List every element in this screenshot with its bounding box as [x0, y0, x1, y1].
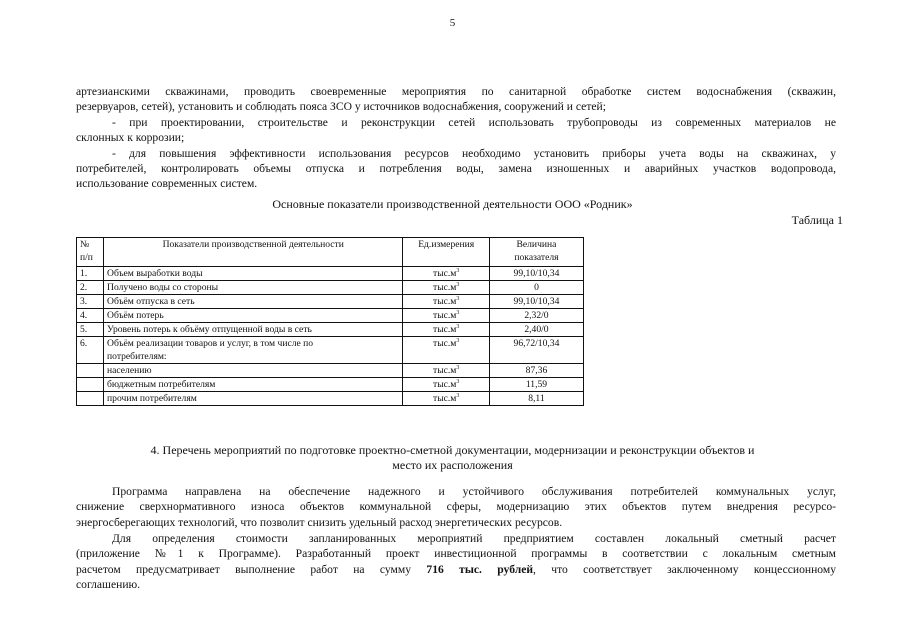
text-line: соглашению. — [76, 578, 141, 592]
page-number: 5 — [449, 17, 456, 29]
cost-paragraph — [76, 531, 836, 593]
text-line: (приложение №1 к Программе). Разработанный проект инвестиционной программы в соответствии с локальным сметным — [76, 547, 836, 561]
table-row: 3. Объём отпуска в сеть $тыс.м^3$ 99,10/10,34 — [77, 295, 584, 309]
section-heading: 4. Перечень мероприятий по подготовке проектно-сметной документации, модернизации и реконструкции объектов и место их расположения — [150, 443, 755, 472]
table-row: 1. Объем выработки воды $тыс.м^3$ 99,10/10,34 — [77, 267, 584, 281]
header-unit: Ед.измерения — [403, 238, 489, 267]
text-line: потребителей, контролировать объемы отпуска и потребления воды, замена изношенных и аварийных участков водопровода, — [76, 162, 836, 176]
program-paragraph — [76, 484, 836, 530]
text-line: склонных к коррозии; — [76, 131, 185, 145]
header-name: Показатели производственной деятельности — [104, 238, 403, 267]
table-row: 4. Объём потерь $тыс.м^3$ 2,32/0 — [77, 309, 584, 323]
text-line: - при проектировании, строительстве и реконструкции сетей использовать трубопроводы из современных материалов не — [112, 115, 836, 129]
table-row: 2. Получено воды со стороны $тыс.м^3$ 0 — [77, 281, 584, 295]
text-line: снижение сверхнормативного износа объектов коммунальной сферы, модернизацию этих объектов путем внедрения ресурсо- — [76, 500, 836, 514]
text-line: Программа направлена на обеспечение надежного и устойчивого обслуживания потребителей коммунальных услуг, — [112, 485, 836, 498]
intro-paragraph — [76, 84, 836, 192]
table-title: Основные показатели производственной деятельности ООО «Родник» — [272, 197, 633, 211]
text-line: расчетом предусматривает выполнение работ на сумму 716 тыс. рублей, что соответствует заключенному концессионному — [76, 562, 836, 576]
header-num: № п/п — [77, 238, 104, 267]
table-row: 5. Уровень потерь к объёму отпущенной воды в сеть $тыс.м^3$ 2,40/0 — [77, 323, 584, 337]
text-line: артезианскими скважинами, проводить своевременные мероприятия по санитарной обработке систем водоснабжения (скважин, — [76, 85, 836, 98]
table-row: 6. Объём реализации товаров и услуг, в том числе по потребителям: $тыс.м^3$ 96,72/10,34 — [77, 337, 584, 364]
table-row: бюджетным потребителям $тыс.м^3$ 11,59 — [77, 378, 584, 392]
text-line: резервуаров, сетей), установить и соблюдать пояса ЗСО у источников водоснабжения, сооружений и сетей; — [76, 100, 606, 114]
table-header-row — [77, 238, 584, 267]
table-label: Таблица 1 — [791, 213, 843, 227]
text-line: энергосберегающих технологий, что позволит снизить удельный расход энергетических ресурсов. — [76, 515, 563, 529]
text-line: Для определения стоимости запланированных мероприятий предприятием составлен локальный сметный расчет — [112, 532, 836, 545]
text-line: использование современных систем. — [76, 177, 258, 191]
table-row: населению $тыс.м^3$ 87,36 — [77, 364, 584, 378]
indicators-table — [76, 237, 584, 406]
table-row: прочим потребителям $тыс.м^3$ 8,11 — [77, 392, 584, 406]
program-amount: 716 тыс. рублей — [426, 562, 534, 576]
header-value: Величина показателя — [489, 238, 583, 267]
text-line: - для повышения эффективности использования ресурсов необходимо установить приборы учета воды на скважинах, у — [112, 146, 836, 160]
